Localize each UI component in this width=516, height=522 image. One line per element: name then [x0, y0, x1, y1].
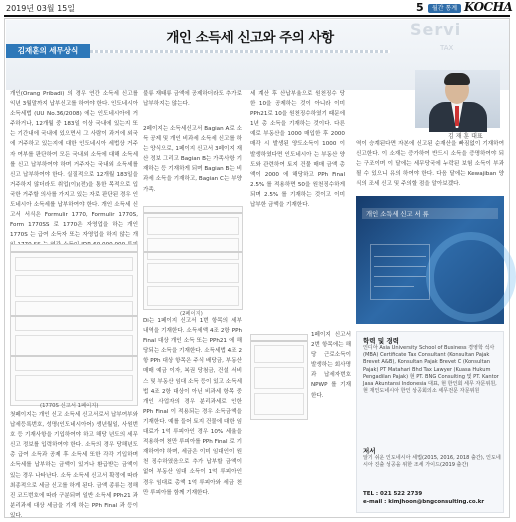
profile-career-list: 인디아 Asia University School of Business 경영학 석사(MBA) Certificate Tax Consultant (Konsultan Pajak Brevet A&B), Konsultan Pajak Brevet C (Konsultan Pajak) PT Matahari Bhd Tax Lawyer (Kuasa Hukum Pengadilan Pajak) 현 PT. BNG Consulting 및 PT. Kantor Jasa Akuntansi Indonesia 대표, 현 한인회 세무 자문위원, 현 재인도네시아 한인 상공회의소 세무전문 자문위원 — [363, 345, 499, 395]
column-label: 김재훈의 세무상식 — [6, 44, 90, 58]
page-header — [0, 0, 514, 16]
graphic-title: 개인 소득세 신고 서 류 — [366, 211, 429, 218]
article-title: 개인 소득세 신고와 주의 사항 — [166, 30, 334, 46]
profile-career-title: 학력 및 경력 — [363, 337, 399, 345]
form-caption-1: (1770S 신고서 1페이지) — [40, 403, 99, 409]
issue-date: 2019년 03월 15일 — [6, 4, 75, 13]
decorative-background-text: Servi — [410, 20, 462, 39]
body-text-col2-bottom: Di는 1페이지 신고서 1번 항목의 세부 내역을 기재한다. 소득세액 4조 2항 PPh Final 대상 개인 소득 또는 PPh21 에 해당되는 소득을 기재한다. 소득세법 4조 2항 PPh 대상 항목은 주식 배당금, 부동산 매매 예금 이자, 복권 당첨금, 건설 서비스 및 부동산 임대 소득 등이 있고 소득세법 4조 2항 대상이 아닌 비과세 항목 중 개인 사업자의 경우 분리과세로 인한 PPh Final 이 적용되는 경우 소득금액을 기재한다. 예를 들어 토지 건물에 대한 임대료가 1억 루피아인 경우 10% 세율을 적용하여 천만 루피아를 PPh Final 로 기재하여야 하며, 세금은 이미 임대인이 원천 징수하였음으로 추가 납부할 금액이 없어 부동산 임대 소득이 1억 루피아인 경우 임대료 총액 1억 루피아와 세금 천만 루피아를 함께 기재한다. — [143, 318, 242, 496]
body-text-col4: 역이 승계된다면 자본에 신고된 순재산을 빠짐없이 기재하여 신고한다. 이 소재는 증가하여 반드시 소득을 증명하여야 되는 구조이며 이 달에는 세무당국에 누락된 보험 소득이 부과될 수 있으니 유의 하여야 한다. 다음 달에는 Kewajiban 양식의 조세 신고 및 주의할 점을 알아보겠다. — [356, 141, 504, 188]
section-badge: 월간 통계 — [428, 4, 461, 13]
form-caption-2: (2페이지) — [180, 311, 203, 317]
body-text-col3-top: 세 계산 후 산납부율으로 원천징수 당한 10을 공제하는 것이 아니라 이미 PPh21로 10을 원천징수하였기 때문에 1년 총 소득을 기재하는 것이다. 다른 예로 부동산을 1000 매입한 후 2000 매각 시 발생된 양도소득이 1000 이 발생하였다면 인도네시아 는 부동산 양도와 관련하여 토지 건물 매매 금액 총액이 2000 에 해당하고 PPh Final 2.5% 를 적용하면 50을 원천징수하게 되며 2.5% 를 기재하는 것이고 이미 납부한 금액을 기재한다. — [250, 91, 345, 209]
body-text-col1-bottom: 첫페이지는 개인 신고 소득세 신고서로서 납부여부와 납세등록번호, 성명(인도네시아어) 생년월일, 사원번호 등 기재사항을 기입하여야 하고 해당 년도의 세무신고 정보를 입력하여야 한다. 소득의 경우 당해년도 총 급여 소득과 공제 후 소득세 또한 각각 기입하며 소득세를 납부하는 금액이 있거나 환급받는 금액이 있는 경우 나타난다. 소득 소득세 신고서 확정에 따라 최종적으로 세금 신고를 하게 된다. 금액 종류는 정해진 코드번호에 따라 구분되며 일반 소득세 PPh21 과 분리과세 대상 세금을 기재 하는 PPh Final 과 등이 있다. — [10, 412, 138, 519]
author-photo — [415, 70, 500, 128]
tax-form-image-1 — [10, 244, 138, 406]
tax-document-graphic — [356, 196, 504, 324]
body-text-col2-top: 불류 재태류 금액에 공제하더라도 추가로 납부하지는 않는다. — [143, 91, 242, 108]
profile-books-title: 저서 — [363, 447, 376, 455]
body-text-col2-mid: 2페이지는 소득세신고서 Bagian A로 소득 공제 및 개인 비과세 소득세 신고를 하는 양식으로, 1페이지 신고서 3페이지 재산 정보 그리고 Bagian B는 가족사항 기재하는 등 기재하게 되며 Bagian B는 비과세 소득을 기재하고, Bagian C는 부양가족. — [143, 126, 242, 193]
tax-form-image-2 — [143, 206, 243, 310]
header-rule — [4, 15, 510, 17]
page-number: 5 — [416, 1, 424, 14]
profile-phone: TEL : 021 522 2739 — [363, 491, 423, 497]
title-stripe — [90, 50, 390, 53]
body-text-col3-side: 1페이지 신고서 2번 항목에는 해당 근로소득이 발생하는 회사명과 납세자번호 NPWP 를 기재한다. — [311, 332, 351, 399]
profile-books-list: 알기 쉬운 인도네시아 세법(2015, 2016, 2018 출간), 인도네시아 진출 성공을 위한 조세 가이드(2019 출간) — [363, 455, 501, 469]
tax-form-image-3 — [250, 334, 308, 420]
profile-email[interactable]: e-mail : kimjhoon@bngconsulting.co.kr — [363, 499, 485, 505]
decorative-background-subtext: TAX — [440, 44, 454, 52]
author-profile-box — [356, 331, 504, 513]
body-text-col1-top: 개인(Orang Pribadi) 의 경우 연간 소득세 신고를 익년 3월말까지 납부신고를 하여야 한다. 인도네시아 소득세법 (UU No.36/2008) 에는 인도네시아에 거주하거나, 12개월 중 183일 이상 국내에 있는지 또는 기간내에 국내에 있으면서 그 사람이 과거에 외국에 거주하고 있는지에 대한 인도네시아 세법상 거주자 여부를 판단하여 모든 국내외 소득에 대해 소득세를 신고 납부하여야 하며 거주자는 국내외 소득세를 신고 납부하여야 한다. 실질적으로 12개월 183일을 거주하지 않더라도 취업(이)(전)을 통한 목적으로 입국한 거주할 의사를 가지고 있는 자로 판단된 경우 인도네시아 소득세를 납부하여야 한다. 개인 소득세 신고서 서식은 Formulir 1770, Formulir 1770S, Form 1770SS 로 1770은 자영업을 하는 개인 1770S 는 급여 소득자 또는 자영업을 하지 않는 개 — [10, 91, 138, 239]
author-photo-caption: 김 재 훈 대표 — [448, 133, 483, 140]
publication-logo: KOCHA — [464, 0, 513, 14]
